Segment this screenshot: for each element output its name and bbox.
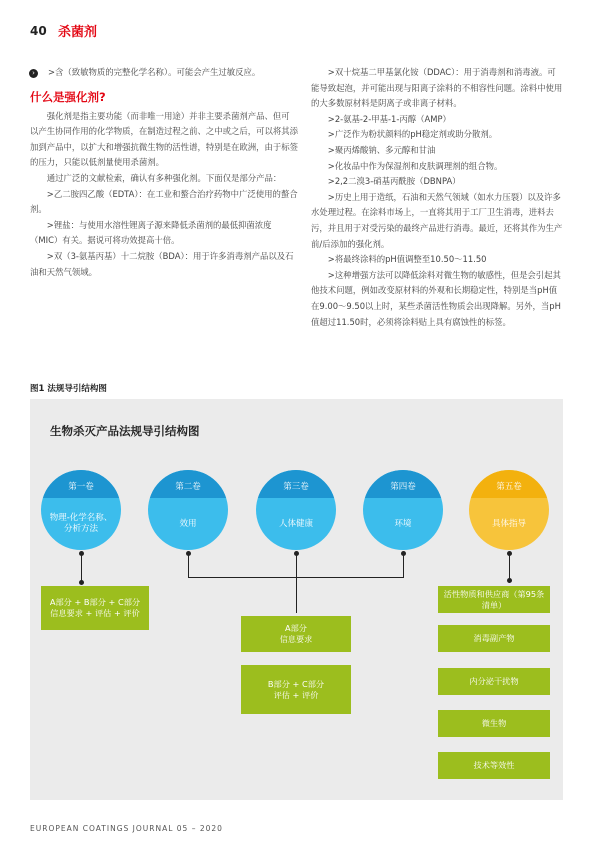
list-item-ph: >将最终涂料的pH值调整至10.50～11.50 [327, 254, 487, 265]
volume-4-circle [363, 470, 443, 550]
box-parts-bc [241, 665, 351, 714]
box-disinfection-byproducts-text: 消毒副产物 [473, 633, 515, 643]
volume-3-text: 人体健康 [278, 518, 313, 529]
volume-5-text: 具体指导 [491, 518, 526, 529]
box-technical-equivalence [438, 752, 550, 779]
paragraph-1: 强化剂是指主要功能（而非唯一用途）并非主要杀菌剂产品、但可以产生协同作用的化学物质，在制造过程之前、之中或之后，可以将其添加到产品中，以扩大和增强抗微生物的活性谱，特别是在欧洲，由于标签的压力，只能以低剂量使用杀菌剂。 [30, 110, 298, 168]
list-item-ddac: >双十烷基二甲基氯化铵（DDAC）：用于消毒剂和消毒液。可能导致起泡，并可能出现与阳离子涂料的不相容性问题。涂料中使用的大多数原材料是阴离子或非离子材料。 [311, 67, 563, 109]
list-item-edta: >乙二胺四乙酸（EDTA）：在工业和螯合治疗药物中广泛使用的螯合剂。 [30, 188, 298, 215]
section-heading: 什么是强化剂? [30, 89, 106, 104]
list-item-amp: >2-氨基-2-甲基-1-丙醇（AMP） [327, 113, 451, 124]
right-column [311, 65, 563, 330]
list-item-polyacrylate: >聚丙烯酸钠、多元醇和甘油 [327, 144, 436, 155]
box-microorganisms-text: 微生物 [481, 718, 507, 728]
list-item-lithium: >锂盐：与使用水溶性锂离子源来降低杀菌剂的最低抑菌浓度（MIC）有关。据说可将功效提高十倍。 [30, 219, 272, 246]
volume-3-circle [256, 470, 336, 550]
connector-line [296, 553, 297, 613]
paragraph-2: 通过广泛的文献检索，确认有多种强化剂。下面仅是部分产品： [46, 172, 282, 183]
box-endocrine-disruptors [438, 668, 550, 695]
box-disinfection-byproducts [438, 625, 550, 652]
volume-3-label: 第三卷 [256, 470, 336, 498]
box-active-substances-text: 活性物质和供应商（第95条清单） [443, 588, 545, 610]
volume-1-circle [41, 470, 121, 550]
section-title: 杀菌剂 [58, 25, 98, 40]
box-active-substances [438, 586, 550, 613]
box-endocrine-disruptors-text: 内分泌干扰物 [469, 676, 519, 686]
list-item-amp-desc: >广泛作为粉状颜料的pH稳定剂或助分散剂。 [327, 129, 498, 140]
figure-caption: 图1 法规导引结构图 [30, 384, 107, 394]
figure-diagram [30, 399, 563, 800]
box-parts-abc [41, 586, 149, 630]
list-item-dbnpa-desc: >历史上用于造纸，石油和天然气领域（如水力压裂）以及许多水处理过程。在涂料市场上，一直将其用于工厂卫生消毒，进料去污，并且用于对受污染的最终产品进行消毒。最近，还将其作为生产前/后添加的强化剂。 [311, 191, 563, 249]
figure-title: 生物杀灭产品法规导引结构图 [50, 424, 200, 438]
connector-dot [79, 580, 84, 585]
box-part-a-text: A部分 信息要求 [279, 623, 313, 644]
connector-line [188, 553, 189, 577]
volume-5-circle [469, 470, 549, 550]
connector-line [81, 553, 82, 583]
list-item-dbnpa: >2,2二溴3-硝基丙酰胺（DBNPA） [327, 176, 461, 187]
journal-footer: EUROPEAN COATINGS JOURNAL 05 – 2020 [30, 824, 223, 833]
list-item-ph-desc: >这种增强方法可以降低涂料对微生物的敏感性，但是会引起其他技术问题，例如改变原材料的外观和长期稳定性，特别是当pH值在9.00～9.50以上时，某些杀菌活性物质会出现降解。另外，当pH值超过11.50时，必须将涂料贴上具有腐蚀性的标签。 [311, 269, 561, 327]
volume-4-text: 环境 [394, 518, 412, 529]
page-number: 40 [30, 24, 47, 38]
list-item-polyacrylate-desc: >化妆品中作为保湿剂和皮肤调理剂的组合物。 [327, 160, 503, 171]
volume-2-circle [148, 470, 228, 550]
arrow-right-icon: › [29, 69, 38, 78]
volume-5-label: 第五卷 [469, 470, 549, 498]
box-parts-abc-text: A部分 + B部分 + C部分 信息要求 + 评估 + 评价 [49, 597, 141, 618]
volume-4-label: 第四卷 [363, 470, 443, 498]
box-microorganisms [438, 710, 550, 737]
box-technical-equivalence-text: 技术等效性 [473, 760, 515, 770]
list-item-bda: >双（3-氨基丙基）十二烷胺（BDA）：用于许多消毒剂产品以及石油和天然气领域。 [30, 250, 294, 277]
connector-dot [507, 578, 512, 583]
left-column [30, 65, 298, 280]
box-part-a [241, 616, 351, 652]
volume-1-text: 物理-化学名称、分析方法 [49, 513, 113, 534]
connector-line [188, 577, 404, 578]
volume-2-text: 效用 [179, 518, 197, 529]
volume-2-label: 第二卷 [148, 470, 228, 498]
box-parts-bc-text: B部分 + C部分 评估 + 评价 [267, 678, 325, 700]
intro-text: >含（致敏物质的完整化学名称）。可能会产生过敏反应。 [48, 67, 261, 77]
volume-1-label: 第一卷 [41, 470, 121, 498]
connector-line [403, 553, 404, 577]
